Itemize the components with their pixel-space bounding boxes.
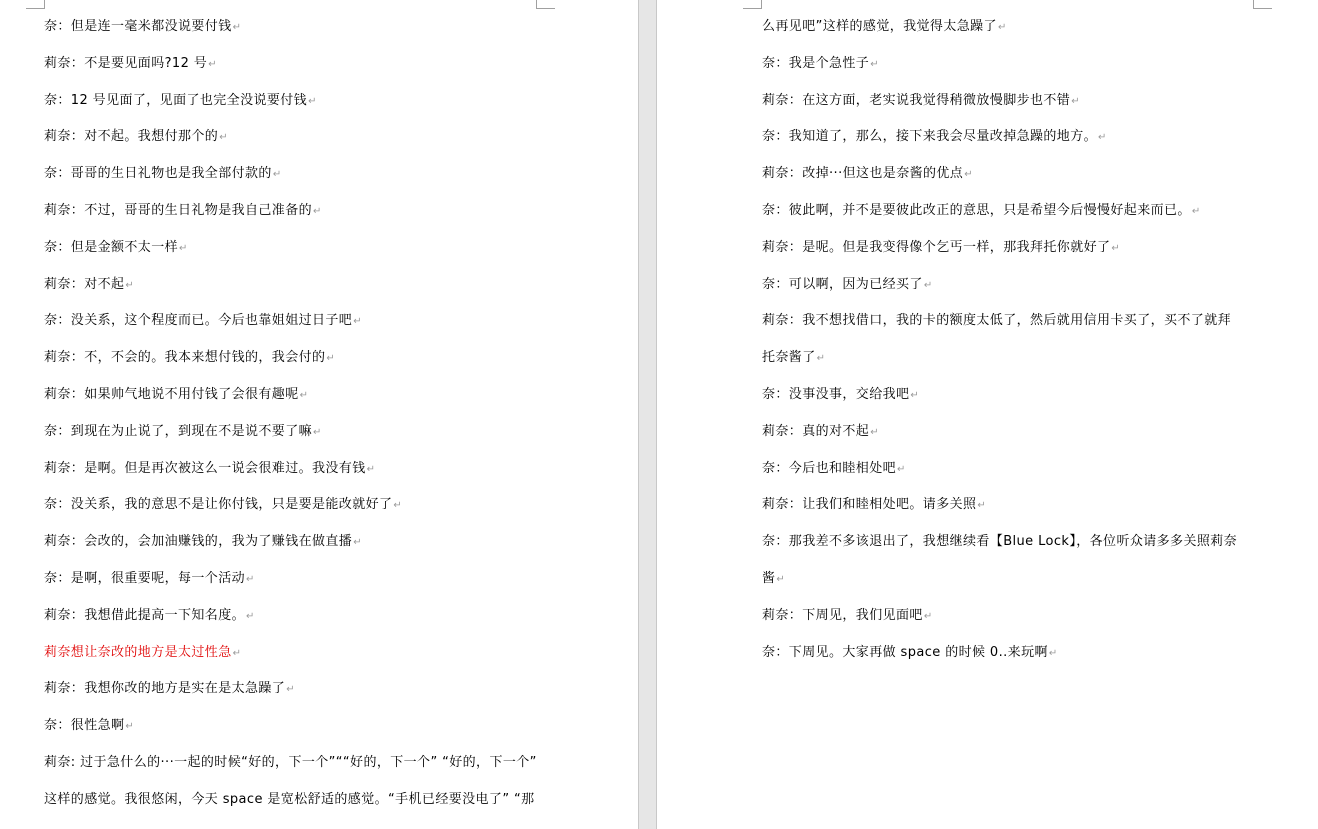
line-text: 莉奈：真的对不起 xyxy=(762,423,870,439)
line-text: 奈：可以啊，因为已经买了 xyxy=(762,276,923,292)
line-text: 莉奈: 过于急什么的···一起的时候“好的，下一个”““好的，下一个” “好的，下一个” xyxy=(44,755,537,770)
paragraph-line xyxy=(762,312,1231,330)
paragraph-mark-icon: ↵ xyxy=(997,22,1007,33)
paragraph-line xyxy=(44,18,241,37)
paragraph-line xyxy=(44,791,535,809)
paragraph-mark-icon: ↵ xyxy=(313,206,322,217)
paragraph-mark-icon: ↵ xyxy=(1048,647,1058,659)
line-text: 奈：下周见。大家再做 space 的时候 0..来玩啊 xyxy=(762,644,1048,660)
line-text: 莉奈：我想借此提高一下知名度。 xyxy=(44,607,246,623)
line-text: 莉奈：让我们和睦相处吧。请多关照 xyxy=(762,497,977,513)
line-text: 奈：那我差不多该退出了，我想继续看【Blue Lock】，各位听众请多多关照莉奈 xyxy=(762,534,1238,550)
paragraph-mark-icon: ↵ xyxy=(964,169,973,181)
line-text: 奈：到现在为止说了，到现在不是说不要了嘛 xyxy=(44,423,313,439)
line-text: 莉奈：不是要见面吗?12 号 xyxy=(44,55,208,71)
line-text: 莉奈：我不想找借口，我的卡的额度太低了，然后就用信用卡买了，买不了就拜 xyxy=(762,313,1232,329)
paragraph-mark-icon: ↵ xyxy=(870,426,879,438)
paragraph-line xyxy=(44,312,362,331)
line-text: 奈：彼此啊，并不是要彼此改正的意思，只是希望今后慢慢好起来而已。 xyxy=(762,203,1191,218)
paragraph-line xyxy=(762,607,933,626)
paragraph-line xyxy=(762,533,1237,551)
line-text: 奈：没关系，我的意思不是让你付钱，只是要是能改就好了 xyxy=(44,497,393,513)
paragraph-line xyxy=(762,202,1201,221)
paragraph-line xyxy=(762,92,1080,111)
line-text: 奈：我是个急性子 xyxy=(762,55,870,71)
paragraph-line xyxy=(762,570,785,589)
paragraph-mark-icon: ↵ xyxy=(313,426,322,438)
paragraph-mark-icon: ↵ xyxy=(1191,206,1201,217)
paragraph-line xyxy=(44,533,362,552)
line-text: 奈：但是金额不太一样 xyxy=(44,239,179,255)
paragraph-line xyxy=(44,386,308,405)
paragraph-line xyxy=(762,128,1107,147)
paragraph-line xyxy=(44,570,255,589)
paragraph-mark-icon: ↵ xyxy=(308,95,317,107)
line-text: 这样的感觉。我很悠闲，今天 space 是宽松舒适的感觉。“手机已经要没电了” “那 xyxy=(44,791,535,807)
paragraph-mark-icon: ↵ xyxy=(246,610,255,622)
line-text: 莉奈：不过，哥哥的生日礼物是我自己准备的 xyxy=(44,203,313,218)
document-page-left[interactable] xyxy=(0,0,639,829)
paragraph-line xyxy=(762,423,879,442)
paragraph-line xyxy=(44,349,335,368)
line-text: 莉奈：对不起。我想付那个的 xyxy=(44,129,219,145)
line-text: 莉奈：是呢。但是我变得像个乞丐一样，那我拜托你就好了 xyxy=(762,239,1111,255)
line-text: 酱 xyxy=(762,571,776,586)
paragraph-mark-icon: ↵ xyxy=(977,500,987,512)
paragraph-mark-icon: ↵ xyxy=(1111,242,1121,254)
paragraph-line xyxy=(44,239,188,258)
line-text: 莉奈：如果帅气地说不用付钱了会很有趣呢 xyxy=(44,387,299,402)
paragraph-mark-icon: ↵ xyxy=(179,242,188,254)
line-text: 奈：很性急啊 xyxy=(44,718,125,734)
paragraph-mark-icon: ↵ xyxy=(353,316,362,328)
paragraph-mark-icon: ↵ xyxy=(776,574,786,585)
paragraph-line xyxy=(44,754,537,772)
paragraph-mark-icon: ↵ xyxy=(125,279,135,291)
line-text: 莉奈：是啊。但是再次被这么一说会很难过。我没有钱 xyxy=(44,460,366,476)
line-text: 奈：但是连一毫米都没说要付钱 xyxy=(44,19,232,34)
line-text: 奈：没关系，这个程度而已。今后也靠姐姐过日子吧 xyxy=(44,313,353,329)
page-corner-mark xyxy=(536,0,555,9)
paragraph-line xyxy=(762,496,986,515)
line-text: 莉奈：会改的，会加油赚钱的，我为了赚钱在做直播 xyxy=(44,534,353,550)
line-text: 奈：我知道了，那么，接下来我会尽量改掉急躁的地方。 xyxy=(762,129,1098,145)
paragraph-mark-icon: ↵ xyxy=(1071,95,1080,107)
paragraph-line xyxy=(44,680,295,699)
paragraph-line xyxy=(44,128,228,147)
paragraph-line xyxy=(762,386,919,405)
paragraph-line xyxy=(44,165,282,184)
paragraph-line xyxy=(44,607,255,626)
paragraph-mark-icon: ↵ xyxy=(299,390,309,401)
paragraph-line xyxy=(44,276,134,295)
paragraph-line xyxy=(44,423,322,442)
paragraph-line xyxy=(762,349,825,368)
paragraph-line xyxy=(762,55,879,74)
line-text: 莉奈：不，不会的。我本来想付钱的，我会付的 xyxy=(44,350,326,366)
paragraph-line xyxy=(44,496,402,515)
line-text: 托奈酱了 xyxy=(762,350,816,366)
paragraph-mark-icon: ↵ xyxy=(897,463,906,475)
page-corner-mark xyxy=(1253,0,1272,9)
paragraph-mark-icon: ↵ xyxy=(286,684,295,696)
paragraph-mark-icon: ↵ xyxy=(923,610,933,622)
paragraph-line xyxy=(762,165,973,184)
line-text: 奈：今后也和睦相处吧 xyxy=(762,460,897,476)
paragraph-mark-icon: ↵ xyxy=(910,390,920,401)
document-page-right[interactable] xyxy=(656,0,1318,829)
line-text: 莉奈：改掉···但这也是奈酱的优点 xyxy=(762,166,964,182)
paragraph-line xyxy=(762,644,1058,663)
paragraph-mark-icon: ↵ xyxy=(208,58,217,70)
paragraph-mark-icon: ↵ xyxy=(125,721,135,733)
line-text: 奈：哥哥的生日礼物也是我全部付款的 xyxy=(44,166,272,182)
paragraph-line xyxy=(762,460,906,479)
paragraph-mark-icon: ↵ xyxy=(246,574,255,585)
paragraph-line xyxy=(762,276,933,295)
page-corner-mark xyxy=(743,0,762,9)
paragraph-line xyxy=(762,18,1007,37)
paragraph-line xyxy=(44,202,322,221)
page-corner-mark xyxy=(26,0,45,9)
paragraph-mark-icon: ↵ xyxy=(816,353,826,365)
paragraph-mark-icon: ↵ xyxy=(366,463,376,475)
line-text: 莉奈：对不起 xyxy=(44,276,125,292)
paragraph-mark-icon: ↵ xyxy=(272,169,282,181)
paragraph-mark-icon: ↵ xyxy=(326,353,336,365)
paragraph-line xyxy=(44,644,241,663)
paragraph-mark-icon: ↵ xyxy=(393,500,403,512)
line-text: 莉奈想让奈改的地方是太过性急 xyxy=(44,644,232,660)
paragraph-mark-icon: ↵ xyxy=(923,279,933,291)
line-text: 莉奈：在这方面，老实说我觉得稍微放慢脚步也不错 xyxy=(762,92,1071,108)
paragraph-mark-icon: ↵ xyxy=(1098,132,1107,144)
line-text: 莉奈：我想你改的地方是实在是太急躁了 xyxy=(44,681,286,697)
paragraph-line xyxy=(762,239,1120,258)
paragraph-line xyxy=(44,717,134,736)
paragraph-mark-icon: ↵ xyxy=(353,537,362,549)
paragraph-mark-icon: ↵ xyxy=(219,132,228,144)
line-text: 奈：12 号见面了，见面了也完全没说要付钱 xyxy=(44,92,308,108)
line-text: 奈：没事没事，交给我吧 xyxy=(762,387,910,402)
paragraph-mark-icon: ↵ xyxy=(232,647,242,659)
paragraph-mark-icon: ↵ xyxy=(870,58,879,70)
paragraph-line xyxy=(44,460,375,479)
line-text: 奈：是啊，很重要呢，每一个活动 xyxy=(44,571,246,586)
paragraph-mark-icon: ↵ xyxy=(232,22,242,33)
paragraph-line xyxy=(44,55,217,74)
line-text: 莉奈：下周见，我们见面吧 xyxy=(762,607,923,623)
paragraph-line xyxy=(44,92,317,111)
line-text: 么再见吧”这样的感觉，我觉得太急躁了 xyxy=(762,19,997,34)
